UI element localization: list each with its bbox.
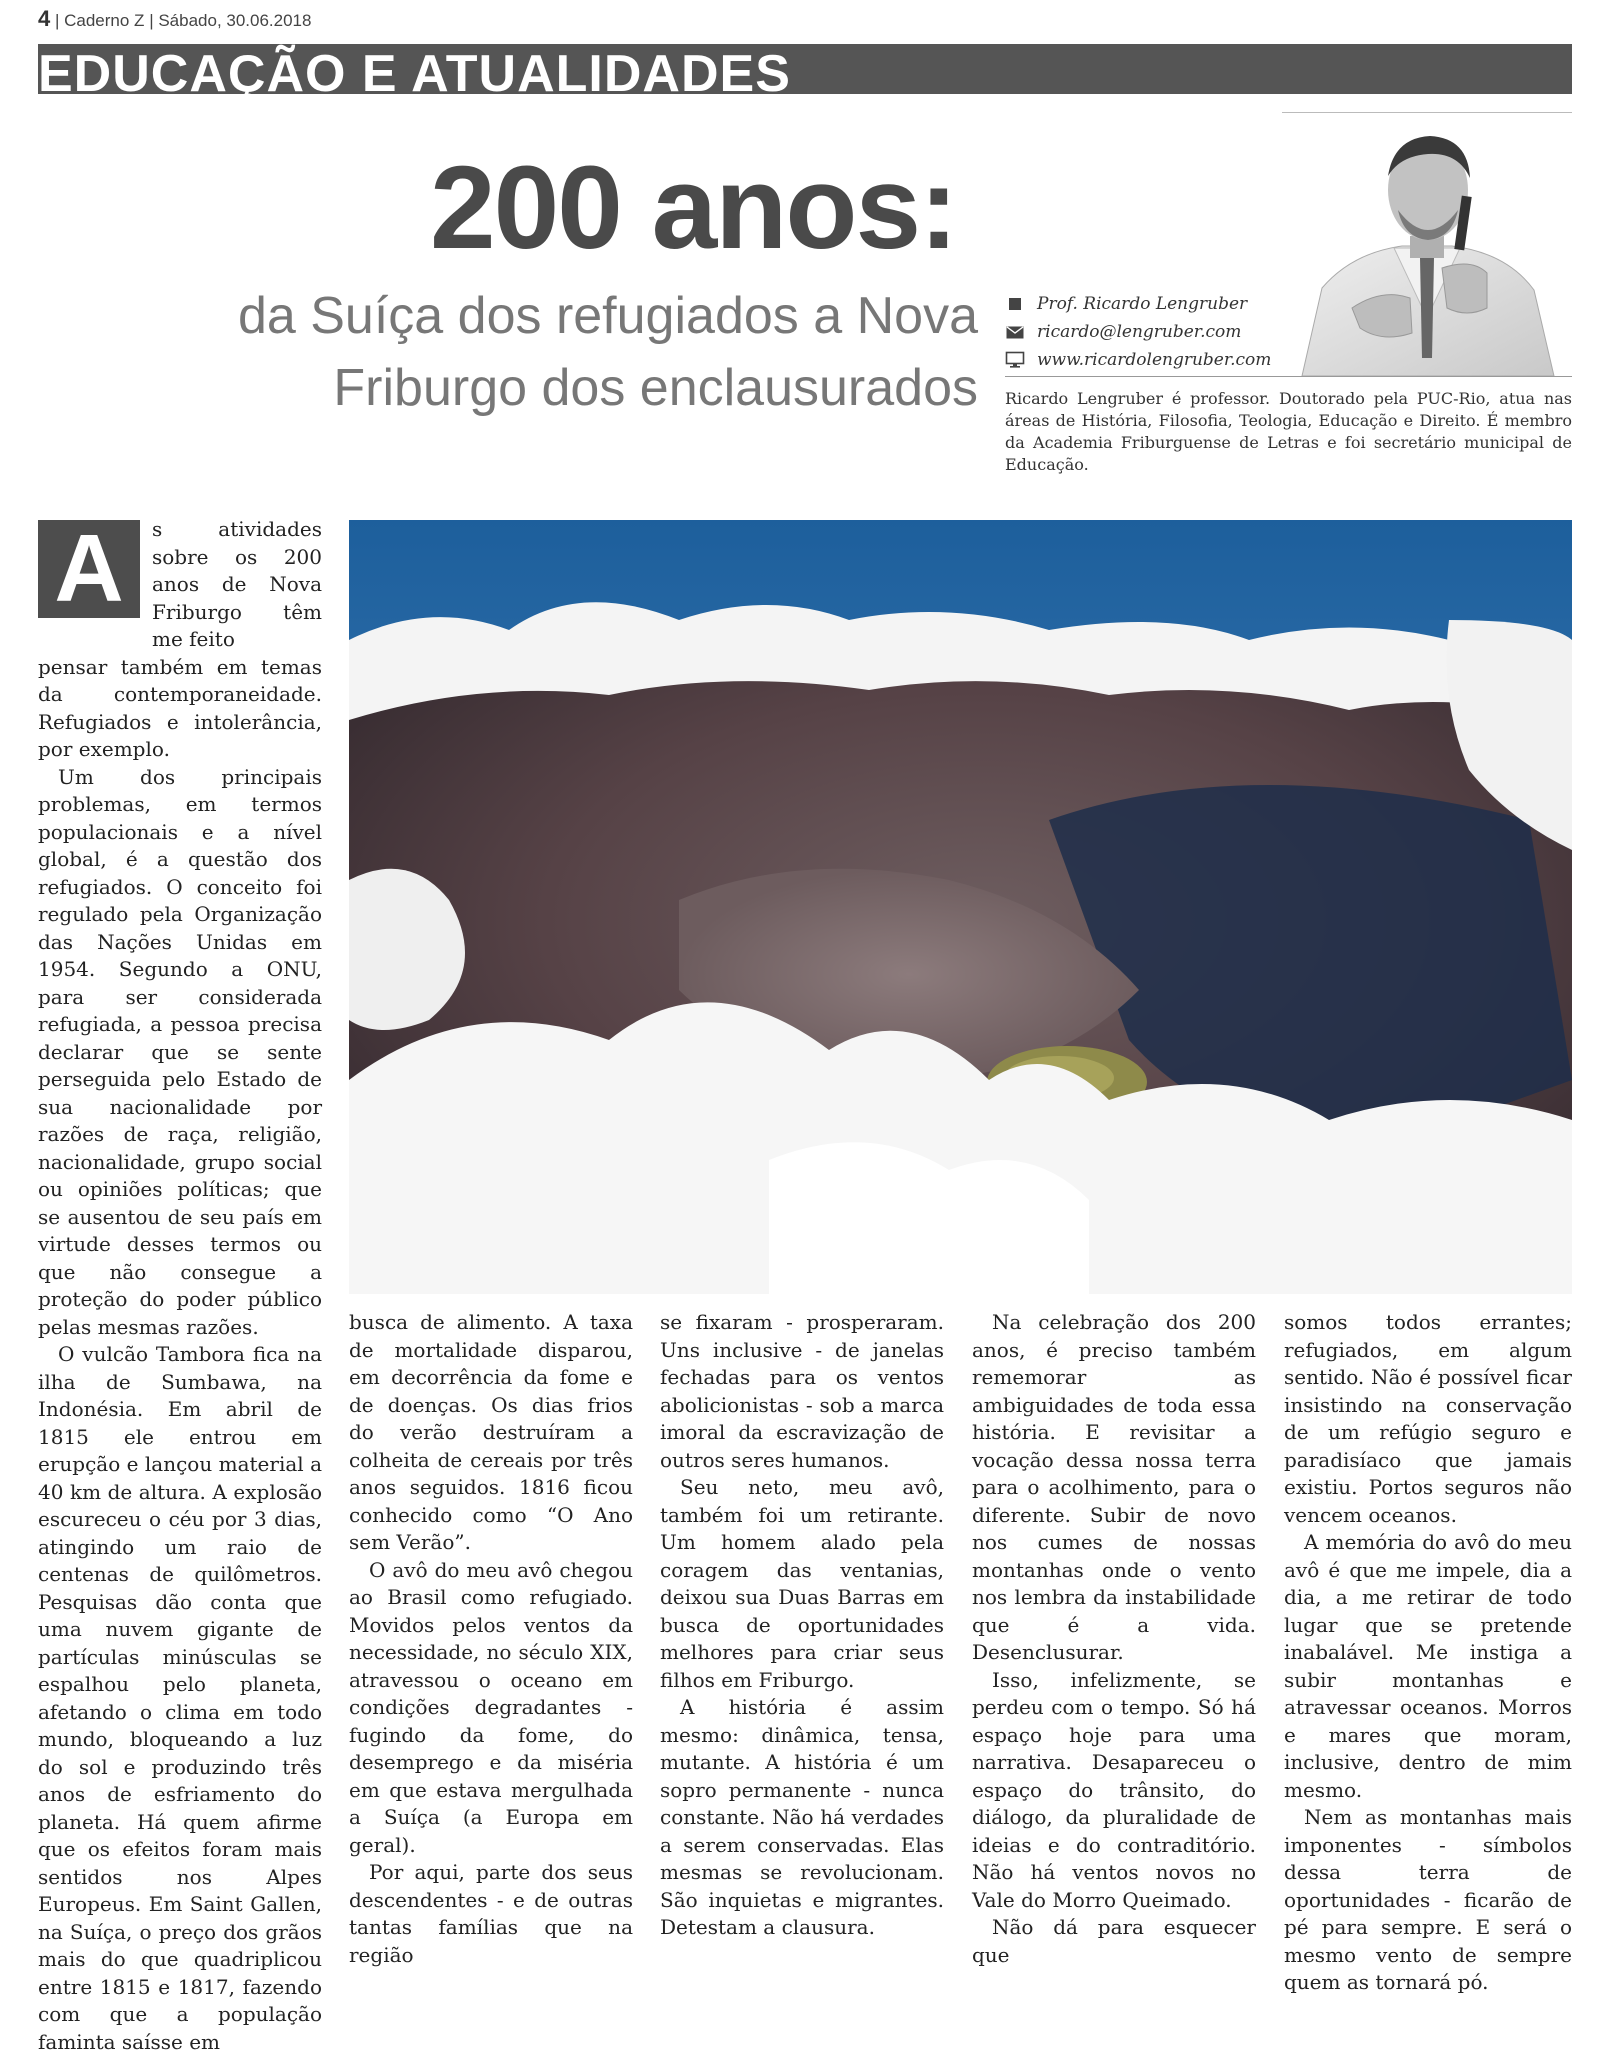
paragraph: se fixaram - prosperaram. Uns inclusive - de janelas fechadas para os ventos abolicionistas - sob a marca imoral da escravização de outros seres humanos. — [660, 1310, 944, 1472]
page-folio — [38, 6, 311, 32]
paragraph: O avô do meu avô chegou ao Brasil como refugiado. Movidos pelos ventos da necessidade, no século XIX, atravessou o oceano em condições degradantes - fugindo da fome, do desemprego e da miséria em que estava mergulhada a Suíça (a Europa em geral). — [349, 1557, 633, 1857]
section-banner — [38, 44, 1572, 103]
author-name: Prof. Ricardo Lengruber — [1037, 294, 1248, 314]
paragraph: somos todos errantes; refugiados, em algum sentido. Não é possível ficar insistindo na conservação de um refúgio seguro e paradisíaco que jamais existiu. Portos seguros não vencem oceanos. — [1284, 1310, 1572, 1527]
intro-paragraph: s atividades sobre os 200 anos de Nova Friburgo têm me feito — [152, 517, 322, 651]
paragraph: A história é assim mesmo: dinâmica, tensa, mutante. A história é um sopro permanente - nunca constante. Não há verdades a serem conservadas. Elas mesmas se revolucionam. São inquietas e migrantes. Detestam a clausura. — [660, 1695, 944, 1939]
paragraph: Por aqui, parte dos seus descendentes - e de outras tantas famílias que na região — [349, 1860, 633, 1967]
author-top-rule — [1282, 112, 1572, 113]
author-name-row — [1005, 290, 1271, 318]
paragraph: Na celebração dos 200 anos, é preciso também rememorar as ambiguidades de toda essa história. E revisitar a vocação dessa nossa terra para o acolhimento, para o diferente. Subir de novo nos cumes de nossas montanhas onde o vento nos lembra da instabilidade que é a vida. Desenclusurar. — [972, 1310, 1256, 1664]
article-column-4 — [972, 1309, 1256, 1967]
page-number: 4 — [38, 6, 51, 31]
article-subheadline — [150, 280, 978, 424]
author-website[interactable]: www.ricardolengruber.com — [1037, 350, 1272, 370]
paragraph: A memória do avô do meu avô é que me impele, dia a dia, a me retirar de todo lugar que se pretende inabalável. Me instiga a subir montanhas e atravessar oceanos. Morros e mares que moram, inclusive, dentro de mim mesmo. — [1284, 1530, 1572, 1802]
issue-date: Sábado, 30.06.2018 — [158, 11, 312, 30]
section-name: Caderno Z — [64, 11, 145, 30]
folio-separator: | — [54, 11, 65, 30]
article-column-1 — [38, 516, 322, 2054]
subheadline-line-1: da Suíça dos refugiados a Nova — [237, 287, 978, 345]
author-photo — [1282, 118, 1572, 376]
volcano-crater-photo — [349, 520, 1572, 1294]
article-column-5 — [1284, 1309, 1572, 1994]
drop-cap: A — [38, 520, 140, 618]
paragraph: Seu neto, meu avô, também foi um retirante. Um homem alado pela coragem das ventanias, deixou sua Duas Barras em busca de oportunidades melhores para criar seus filhos em Friburgo. — [660, 1475, 944, 1692]
author-bio-rule — [1005, 376, 1572, 377]
paragraph: Nem as montanhas mais imponentes - símbolos dessa terra de oportunidades - ficarão de pé para sempre. E será o mesmo vento de sempre quem as tornará pó. — [1284, 1805, 1572, 1994]
author-email-row — [1005, 318, 1271, 346]
author-bio: Ricardo Lengruber é professor. Doutorado pela PUC-Rio, atua nas áreas de História, Filosofia, Teologia, Educação e Direito. É membro da Academia Friburguense de Letras e foi secretário municipal de Educação. — [1005, 389, 1572, 474]
paragraph: Isso, infelizmente, se perdeu com o tempo. Só há espaço hoje para uma narrativa. Desapareceu o espaço do trânsito, do diálogo, da pluralidade de ideias e do contraditório. Não há ventos novos no Vale do Morro Queimado. — [972, 1667, 1256, 1912]
section-title: EDUCAÇÃO E ATUALIDADES — [38, 45, 791, 103]
author-email[interactable]: ricardo@lengruber.com — [1037, 322, 1242, 342]
square-bullet-icon — [1005, 296, 1025, 312]
monitor-icon — [1005, 352, 1025, 368]
paragraph: busca de alimento. A taxa de mortalidade disparou, em decorrência da fome e de doenças. Os dias frios do verão destruíram a colheita de cereais por três anos seguidos. 1816 ficou conhecido como “O Ano sem Verão”. — [349, 1310, 633, 1554]
paragraph: O vulcão Tambora fica na ilha de Sumbawa, na Indonésia. Em abril de 1815 ele entrou em erupção e lançou material a 40 km de altura. A explosão escureceu o céu por 3 dias, atingindo um raio de centenas de quilômetros. Pesquisas dão conta que uma nuvem gigante de partículas minúsculas se espalhou pelo planeta, afetando o clima em todo mundo, bloqueando a luz do sol e produzindo três anos de esfriamento do planeta. Há quem afirme que os efeitos foram mais sentidos nos Alpes Europeus. Em Saint Gallen, na Suíça, o preço dos grãos mais do que quadriplicou entre 1815 e 1817, fazendo com que a população faminta saísse em — [38, 1342, 322, 2054]
paragraph: pensar também em temas da contemporaneidade. Refugiados e intolerância, por exemplo. — [38, 654, 322, 761]
paragraph: Não dá para esquecer que — [972, 1915, 1256, 1967]
envelope-icon — [1005, 324, 1025, 340]
subheadline-line-2: Friburgo dos enclausurados — [333, 359, 978, 417]
article-headline: 200 anos: — [430, 142, 957, 274]
intro-text — [152, 516, 322, 654]
article-column-2 — [349, 1309, 633, 1967]
paragraph: Um dos principais problemas, em termos populacionais e a nível global, é a questão dos refugiados. O conceito foi regulado pela Organização das Nações Unidas em 1954. Segundo a ONU, para ser considerada refugiada, a pessoa precisa declarar que se sente perseguida pelo Estado de sua nacionalidade por razões de raça, religião, nacionalidade, grupo social ou opiniões políticas; que se ausentou de seu país em virtude desses termos ou que não consegue a proteção do poder público pelas mesmas razões. — [38, 764, 322, 1339]
author-website-row — [1005, 346, 1271, 374]
author-contact — [1005, 290, 1271, 374]
article-column-3 — [660, 1309, 944, 1939]
folio-separator: | — [149, 11, 159, 30]
